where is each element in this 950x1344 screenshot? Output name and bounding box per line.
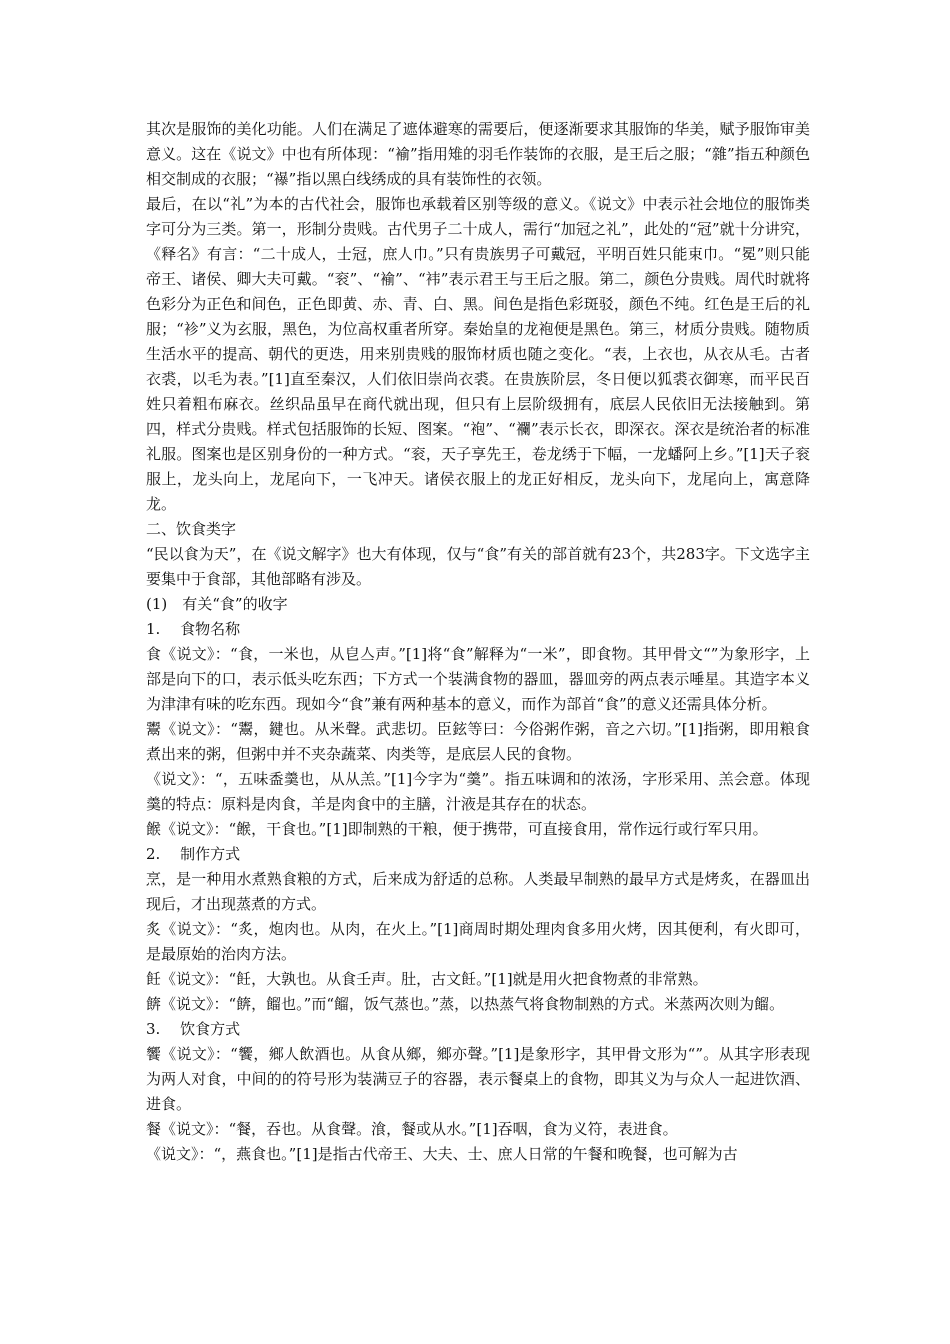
- item-heading-cooking-methods: 2. 制作方式: [146, 845, 241, 863]
- paragraph-food-intro: “民以食为天”，在《说文解字》也大有体现，仅与“食”有关的部首就有23个，共283字。下文选字主要集中于食部，其他部略有涉及。: [146, 545, 810, 588]
- paragraph-fen: 餴《说文》：“餴，餾也。”而“餾，饭气蒸也。”蒸，以热蒸气将食物制熟的方式。米蒸两次则为餾。: [146, 995, 785, 1013]
- paragraph-yan-shi: 《说文》：“，燕食也。”[1]是指古代帝王、大夫、士、庶人日常的午餐和晚餐，也可解为古: [146, 1145, 738, 1163]
- subsection-heading-food-characters: (1) 有关“食”的收字: [146, 595, 288, 613]
- paragraph-zhi: 炙《说文》：“炙，炮肉也。从肉，在火上。”[1]商周时期处理肉食多用火烤，因其便利，有火即可，是最原始的治肉方法。: [146, 920, 810, 963]
- paragraph-ren: 飪《说文》：“飪，大孰也。从食壬声。肚，古文飪。”[1]就是用火把食物煮的非常熟。: [146, 970, 708, 988]
- item-heading-food-names: 1. 食物名称: [146, 620, 241, 638]
- paragraph-peng: 烹，是一种用水煮熟食粮的方式，后来成为舒适的总称。人类最早制熟的最早方式是烤炙，在器皿出现后，才出现蒸煮的方式。: [146, 870, 810, 913]
- paragraph-zhou: 鬻《说文》：“鬻，鍵也。从米聲。武悲切。臣鉉等曰：今俗粥作粥，音之六切。”[1]指粥，即用粮食煮出来的粥，但粥中并不夹杂蔬菜、肉类等，是底层人民的食物。: [146, 720, 810, 763]
- document-body: [146, 117, 810, 1167]
- section-heading-food: 二、饮食类字: [146, 520, 237, 538]
- paragraph-can: 餐《说文》：“餐，吞也。从食聲。湌，餐或从水。”[1]吞咽，食为义符，表进食。: [146, 1120, 678, 1138]
- paragraph-geng: 《说文》：“，五味盉羹也，从从羔。”[1]今字为“羹”。指五味调和的浓汤，字形采用、羔会意。体现羹的特点：原料是肉食，羊是肉食中的主膳，汁液是其存在的状态。: [146, 770, 810, 813]
- paragraph-hou: 餱《说文》：“餱，干食也。”[1]即制熟的干粮，便于携带，可直接食用，常作远行或行军只用。: [146, 820, 768, 838]
- paragraph-shi: 食《说文》：“食，一米也，从皀亼声。”[1]将“食”解释为“一米”，即食物。其甲骨文“”为象形字，上部是向下的口，表示低头吃东西；下方式一个装满食物的器皿，器皿旁的两点表示唾星。其造字本义为津津有味的吃东西。现如今“食”兼有两种基本的意义，而作为部首“食”的意义还需具体分析。: [146, 645, 810, 713]
- item-heading-eating-methods: 3. 饮食方式: [146, 1020, 241, 1038]
- paragraph-hierarchy: 最后，在以“礼”为本的古代社会，服饰也承载着区别等级的意义。《说文》中表示社会地位的服饰类字可分为三类。第一，形制分贵贱。古代男子二十成人，需行“加冠之礼”，此处的“冠”就十分讲究，《释名》有言：“二十成人，士冠，庶人巾。”只有贵族男子可戴冠，平明百姓只能束巾。“冕”则只能帝王、诸侯、卿大夫可戴。“衮”、“褕”、“袆”表示君王与王后之服。第二，颜色分贵贱。周代时就将色彩分为正色和间色，正色即黄、赤、青、白、黑。间色是指色彩斑驳，颜色不纯。红色是王后的礼服；“袗”义为玄服，黑色，为位高权重者所穿。秦始皇的龙袍便是黑色。第三，材质分贵贱。随物质生活水平的提高、朝代的更迭，用来别贵贱的服饰材质也随之变化。“表，上衣也，从衣从毛。古者衣裘，以毛为表。”[1]直至秦汉，人们依旧崇尚衣裘。在贵族阶层，冬日便以狐裘衣御寒，而平民百姓只着粗布麻衣。丝织品虽早在商代就出现，但只有上层阶级拥有，底层人民依旧无法接触到。第四，样式分贵贱。样式包括服饰的长短、图案。“袍”、“襴”表示长衣，即深衣。深衣是统治者的标准礼服。图案也是区别身份的一种方式。“衮，天子享先王，卷龙绣于下幅，一龙蟠阿上乡。”[1]天子衮服上，龙头向上，龙尾向下，一飞冲天。诸侯衣服上的龙正好相反，龙头向下，龙尾向上，寓意降龙。: [146, 195, 810, 513]
- paragraph-xiang: 饗《说文》：“饗，鄉人飲酒也。从食从鄉，鄉亦聲。”[1]是象形字，其甲骨文形为“”。从其字形表现为两人对食，中间的的符号形为装满豆子的容器，表示餐桌上的食物，即其义为与众人一起进饮酒、进食。: [146, 1045, 810, 1113]
- paragraph-adornment: 其次是服饰的美化功能。人们在满足了遮体避寒的需要后，便逐渐要求其服饰的华美，赋予服饰审美意义。这在《说文》中也有所体现：“褕”指用雉的羽毛作装饰的衣服，是王后之服；“雜”指五种颜色相交制成的衣服；“襮”指以黑白线绣成的具有装饰性的衣领。: [146, 120, 810, 188]
